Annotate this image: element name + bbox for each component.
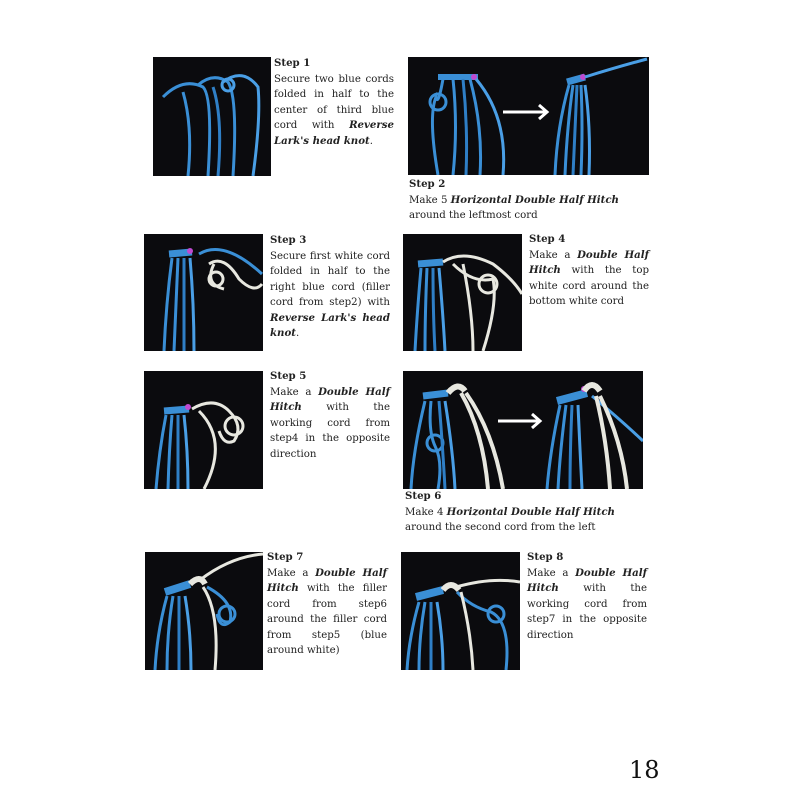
step6-photo-after xyxy=(522,371,643,489)
step2-photo-before xyxy=(408,57,527,175)
step-body: Make a xyxy=(527,567,576,579)
step-title: Step 6 xyxy=(405,490,442,502)
step-body: Make 5 xyxy=(409,194,451,206)
step-title: Step 7 xyxy=(267,551,304,563)
step-body-end: with the filler cord from step6 around the filler cord from step5 (blue around white) xyxy=(267,583,387,656)
step-body: Secure two blue cords folded in half to the center of third blue cord with xyxy=(274,73,394,131)
step-title: Step 2 xyxy=(409,178,446,190)
step-title: Step 1 xyxy=(274,57,311,69)
step-title: Step 3 xyxy=(270,234,307,246)
step1-photo xyxy=(153,57,271,176)
technique-name: Reverse Lark's head knot xyxy=(274,119,394,147)
step-title: Step 5 xyxy=(270,370,307,382)
step-body-end: . xyxy=(369,135,373,147)
page-number: 18 xyxy=(629,756,660,784)
step5-photo xyxy=(144,371,263,489)
step-body-end: . xyxy=(295,328,300,339)
step-body-end: with the working cord from step7 in the opposite direction xyxy=(527,583,647,641)
step8-photo xyxy=(401,552,520,670)
technique-name: Double Half Hitch xyxy=(529,248,649,276)
technique-name: Reverse Lark's head knot xyxy=(270,311,390,339)
step7-photo xyxy=(145,552,263,670)
step-body-end: with the top white cord around the bottom white cord xyxy=(529,265,649,307)
technique-name: Horizontal Double Half Hitch xyxy=(450,193,619,206)
step-body: Secure first white cord folded in half to the right blue cord (filler cord from step2) with xyxy=(270,250,390,308)
step1-text xyxy=(274,56,394,149)
step7-text xyxy=(267,550,387,659)
step5-text xyxy=(270,369,390,462)
step-body: Make a xyxy=(267,567,316,579)
step8-text xyxy=(527,550,647,643)
technique-name: Double Half Hitch xyxy=(527,566,647,594)
step-body-end: with the working cord from step4 in the opposite direction xyxy=(270,402,390,460)
technique-name: Double Half Hitch xyxy=(267,566,387,594)
technique-name: Double Half Hitch xyxy=(270,385,390,413)
step4-text xyxy=(529,232,649,310)
step2-text xyxy=(409,177,649,224)
step-body: Make a xyxy=(270,386,319,398)
step-body-end: around the second cord from the left xyxy=(405,522,596,533)
step6-photo-before xyxy=(403,371,522,489)
step-body: Make a xyxy=(529,249,578,261)
step2-photo-after xyxy=(527,57,649,175)
step-body-end: around the leftmost cord xyxy=(409,210,538,221)
step-title: Step 4 xyxy=(529,233,566,245)
step3-photo xyxy=(144,234,263,351)
step-title: Step 8 xyxy=(527,551,564,563)
step6-text xyxy=(405,489,645,536)
step3-text xyxy=(270,233,390,342)
technique-name: Horizontal Double Half Hitch xyxy=(446,505,615,518)
step4-photo xyxy=(403,234,522,351)
step-body: Make 4 xyxy=(405,506,447,518)
